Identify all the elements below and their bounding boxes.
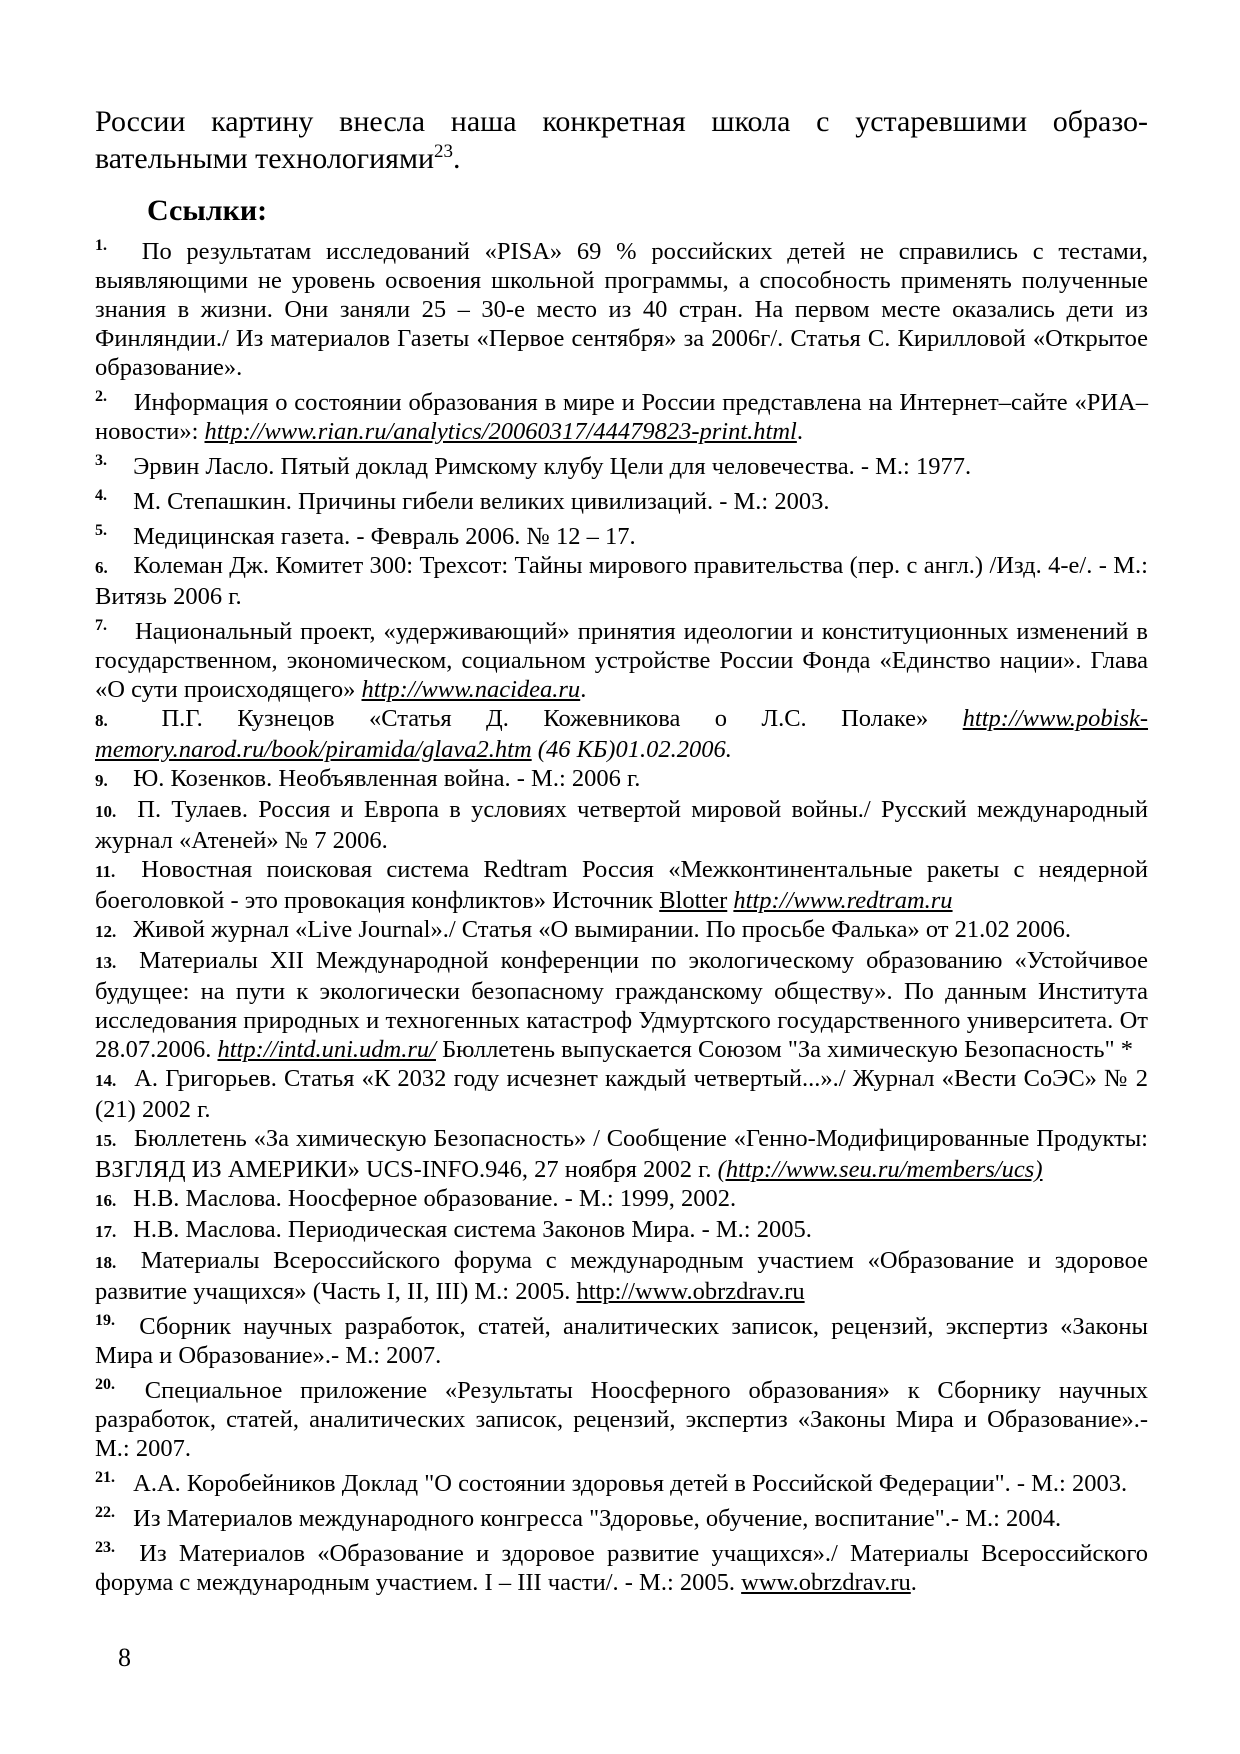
reference-text: Эрвин Ласло. Пятый доклад Римскому клубу Цели для человечества. - М.: 1977.	[133, 453, 972, 480]
reference-text: Колеман Дж. Комитет 300: Трехсот: Тайны мирового правительства (пер. с англ.) /Изд. 4-е/. - М.: Витязь 2006 г.	[95, 552, 1148, 610]
reference-text: Н.В. Маслова. Ноосферное образование. - М.: 1999, 2002.	[133, 1185, 737, 1212]
reference-number: 5.	[95, 522, 107, 539]
reference-item	[95, 704, 1148, 764]
reference-number: 8.	[95, 711, 108, 730]
reference-item	[95, 1463, 1148, 1498]
reference-item	[95, 1246, 1148, 1306]
reference-item	[95, 1124, 1148, 1184]
reference-number: 13.	[95, 953, 117, 972]
reference-text: Специальное приложение «Результаты Ноосферного образования» к Сборнику научных разработок, статей, аналитических записок, рецензий, экспертиз «Законы Мира и Образование».- М.: 2007.	[95, 1377, 1148, 1462]
reference-number: 4.	[95, 487, 107, 504]
intro-line-1: России картину внесла наша конкретная школа с устаревшими образо-	[95, 105, 1148, 138]
reference-item	[95, 382, 1148, 446]
reference-item	[95, 1215, 1148, 1246]
link-url[interactable]: http://www.redtram.ru	[733, 887, 953, 914]
reference-text: А.А. Коробейников Доклад "О состоянии здоровья детей в Российской Федерации". - М.: 2003.	[133, 1470, 1128, 1497]
reference-item	[95, 551, 1148, 611]
reference-text: Живой журнал «Live Journal»./ Статья «О вымирании. По просьбе Фалька» от 21.02 2006.	[133, 916, 1071, 943]
footnote-ref-23: 23	[434, 141, 453, 162]
link-url[interactable]: http://www.obrzdrav.ru	[576, 1278, 805, 1305]
reference-text: Из Материалов международного конгресса "Здоровье, обучение, воспитание".- М.: 2004.	[133, 1505, 1062, 1532]
reference-text: .	[796, 418, 803, 445]
reference-number: 3.	[95, 452, 107, 469]
reference-number: 19.	[95, 1312, 115, 1329]
reference-number: 12.	[95, 922, 117, 941]
reference-text: Сборник научных разработок, статей, аналитических записок, рецензий, экспертиз «Законы Мира и Образование».- М.: 2007.	[95, 1313, 1148, 1369]
reference-text: М. Степашкин. Причины гибели великих цивилизаций. - М.: 2003.	[133, 488, 830, 515]
link-url[interactable]: http://www.rian.ru/analytics/20060317/44479823-print.html	[204, 418, 797, 445]
reference-number: 2.	[95, 388, 107, 405]
link-url[interactable]: http://intd.uni.udm.ru/	[217, 1036, 436, 1063]
reference-item	[95, 795, 1148, 855]
reference-item	[95, 231, 1148, 382]
reference-text: Материалы XII Международной конференции по экологическому образованию «Устойчивое будущее: на пути к экологически безопасному гражданскому обществу». По данным Института исследования природных и техногенных катастроф Удмуртского государственного университета. От 28.07.2006.	[95, 947, 1148, 1063]
intro-line-2-tail: .	[453, 142, 461, 175]
reference-text: По результатам исследований «PISA» 69 % российских детей не справились с тестами, выявляющими не уровень освоения школьной программы, а способность применять полученные знания в жизни. Они заняли 25 – 30-е место из 40 стран. На первом месте оказались дети из Финляндии./ Из материалов Газеты «Первое сентября» за 2006г/. Статья С. Кирилловой «Открытое образование».	[95, 238, 1149, 381]
reference-number: 9.	[95, 771, 108, 790]
reference-text: Материалы Всероссийского форума с международным участием «Образование и здоровое развитие учащихся» (Часть I, II, III) М.: 2005.	[95, 1247, 1148, 1305]
link-url[interactable]: (http://www.seu.ru/members/ucs)	[717, 1156, 1043, 1183]
reference-text: Медицинская газета. - Февраль 2006. № 12 – 17.	[133, 523, 636, 550]
reference-text: Бюллетень «За химическую Безопасность» / Сообщение «Генно-Модифицированные Продукты: ВЗГЛЯД ИЗ АМЕРИКИ» UCS-INFO.946, 27 ноября 2002 г.	[95, 1125, 1148, 1183]
reference-number: 14.	[95, 1071, 117, 1090]
reference-text: Национальный проект, «удерживающий» принятия идеологии и конституционных изменений в государственном, экономическом, социальном устройстве России Фонда «Единство нации». Глава «О сути происходящего»	[95, 618, 1149, 703]
reference-item	[95, 446, 1148, 481]
reference-text: Ю. Козенков. Необъявленная война. - М.: 2006 г.	[133, 765, 641, 792]
reference-text: А. Григорьев. Статья «К 2032 году исчезнет каждый четвертый...»./ Журнал «Вести СоЭС» № 2 (21) 2002 г.	[95, 1065, 1148, 1123]
reference-text: (46 КБ)01.02.2006.	[531, 736, 732, 763]
intro-line-2: вательными технологиями	[95, 142, 434, 175]
link-url[interactable]: http://www.nacidea.ru	[361, 676, 581, 703]
references-heading: Ссылки:	[147, 194, 268, 227]
reference-number: 21.	[95, 1469, 115, 1486]
page-number: 8	[118, 1643, 131, 1672]
reference-item	[95, 764, 1148, 795]
reference-item	[95, 1184, 1148, 1215]
reference-number: 20.	[95, 1376, 115, 1393]
reference-item	[95, 1498, 1148, 1533]
reference-item	[95, 1306, 1148, 1370]
reference-text: .	[910, 1569, 917, 1596]
reference-number: 18.	[95, 1253, 117, 1272]
reference-number: 17.	[95, 1222, 117, 1241]
reference-number: 7.	[95, 617, 107, 634]
reference-number: 1.	[95, 237, 107, 254]
reference-item	[95, 855, 1148, 915]
reference-item	[95, 481, 1148, 516]
link-url[interactable]: http://www.pobisk-memory.narod.ru/book/piramida/glava2.htm	[95, 705, 1149, 763]
reference-number: 23.	[95, 1539, 115, 1556]
reference-number: 15.	[95, 1131, 117, 1150]
reference-item	[95, 1533, 1148, 1597]
references-list	[95, 231, 1148, 1597]
reference-text: Информация о состоянии образования в мире и России представлена на Интернет–сайте «РИА–новости»:	[95, 389, 1149, 445]
reference-text: .	[580, 676, 587, 703]
intro-paragraph	[95, 103, 1148, 177]
reference-text: П. Тулаев. Россия и Европа в условиях четвертой мировой войны./ Русский международный журнал «Атеней» № 7 2006.	[95, 796, 1148, 854]
reference-item	[95, 611, 1148, 704]
link-url[interactable]: www.obrzdrav.ru	[741, 1569, 911, 1596]
reference-text: Из Материалов «Образование и здоровое развитие учащихся»./ Материалы Всероссийского форума с международным участием. I – III части/. - М.: 2005.	[95, 1540, 1149, 1596]
reference-number: 11.	[95, 862, 116, 881]
reference-text: Бюллетень выпускается Союзом "За химическую Безопасность" *	[435, 1036, 1133, 1063]
reference-item	[95, 915, 1148, 946]
reference-text: Новостная поисковая система Redtram Россия «Межконтинентальные ракеты с неядерной боеголовкой - это провокация конфликтов» Источник	[95, 856, 1148, 914]
reference-number: 22.	[95, 1504, 115, 1521]
reference-number: 16.	[95, 1191, 117, 1210]
reference-item	[95, 1370, 1148, 1463]
reference-item	[95, 946, 1148, 1064]
reference-item	[95, 1064, 1148, 1124]
reference-text: Blotter	[659, 887, 728, 914]
reference-number: 6.	[95, 558, 108, 577]
reference-text: Н.В. Маслова. Периодическая система Законов Мира. - М.: 2005.	[133, 1216, 812, 1243]
reference-text: П.Г. Кузнецов «Статья Д. Кожевникова о Л.С. Полаке»	[161, 705, 963, 732]
reference-number: 10.	[95, 802, 117, 821]
reference-item	[95, 516, 1148, 551]
